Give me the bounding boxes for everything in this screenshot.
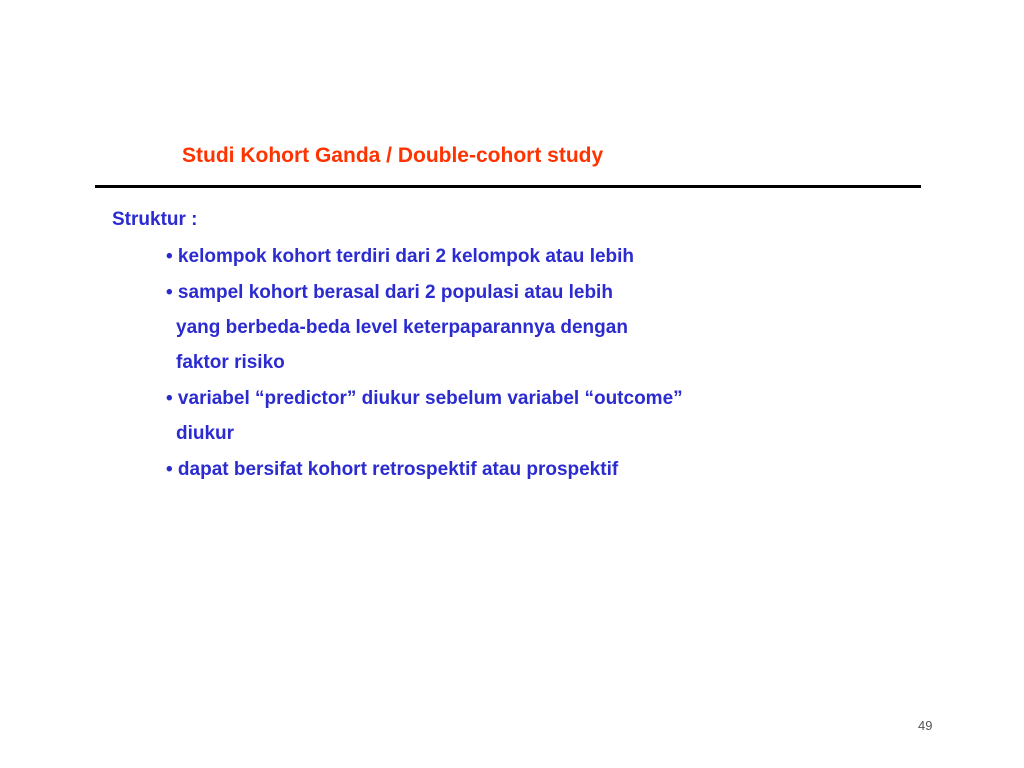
bullet-line: • kelompok kohort terdiri dari 2 kelompok atau lebih — [166, 246, 635, 267]
bullet-line: • variabel “predictor” diukur sebelum variabel “outcome” — [166, 388, 683, 409]
page-number: 49 — [918, 718, 933, 733]
bullet-line: • dapat bersifat kohort retrospektif atau prospektif — [166, 459, 619, 480]
bullet-continuation: diukur — [176, 423, 235, 444]
structure-heading: Struktur : — [112, 209, 198, 230]
slide-title: Studi Kohort Ganda / Double-cohort study — [182, 144, 604, 167]
bullet-continuation: faktor risiko — [176, 352, 285, 373]
bullet-line: • sampel kohort berasal dari 2 populasi atau lebih — [166, 282, 613, 303]
bullet-continuation: yang berbeda-beda level keterpaparannya dengan — [176, 317, 628, 338]
title-divider — [95, 185, 921, 188]
